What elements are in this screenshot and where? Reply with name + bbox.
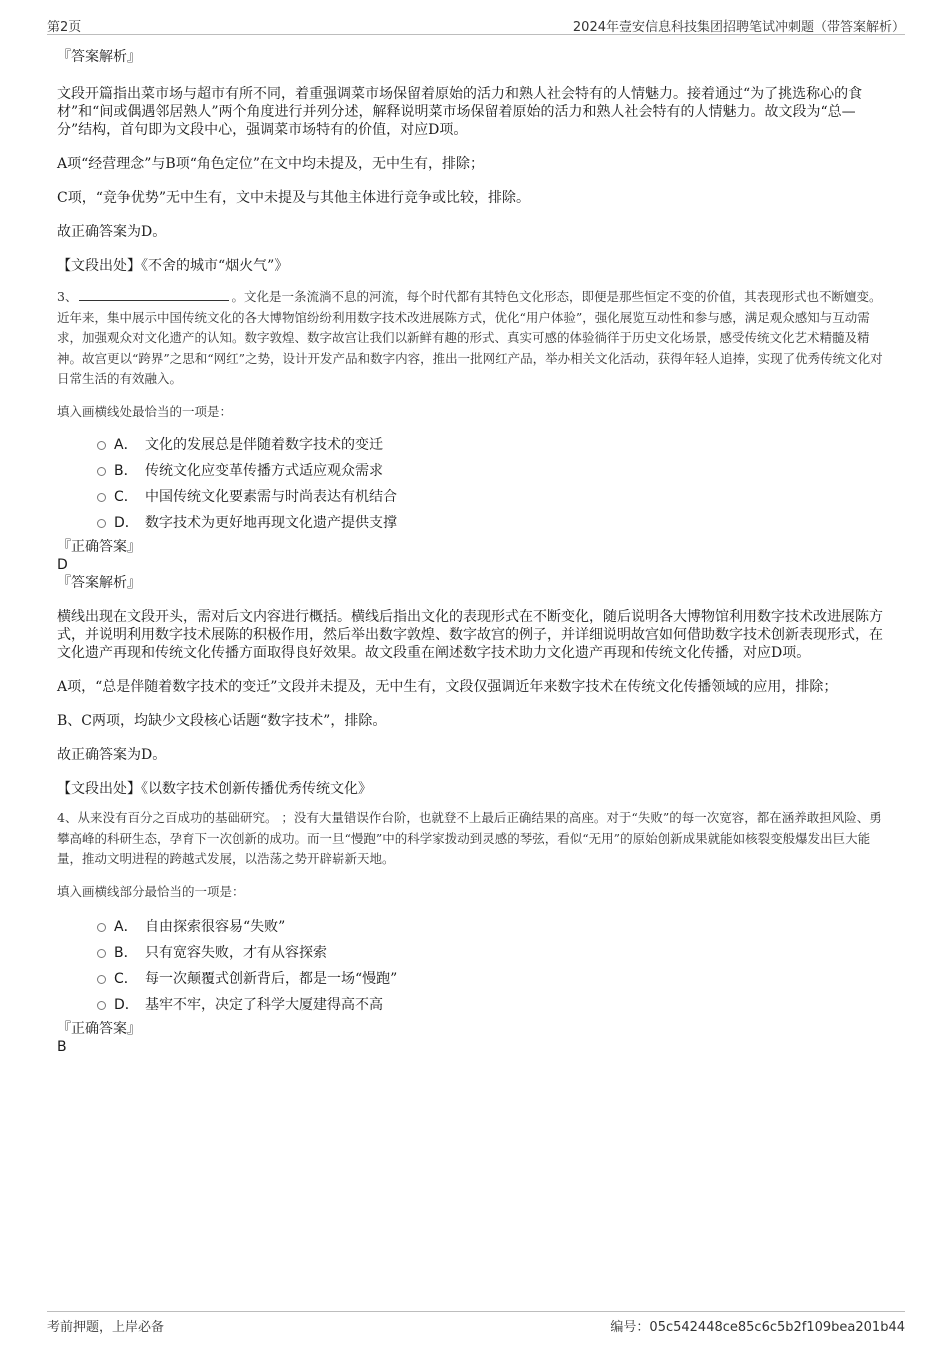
- analysis-paragraph: A项“经营理念”与B项“角色定位”在文中均未提及，无中生有，排除；: [57, 156, 485, 172]
- answer-analysis-label: 『答案解析』: [57, 49, 141, 65]
- option-c[interactable]: C． 每一次颠覆式创新背后，都是一场“慢跑”: [57, 966, 887, 992]
- correct-answer-label: 『正确答案』: [57, 1021, 141, 1037]
- option-d[interactable]: D． 基牢不牢，决定了科学大厦建得高不高: [57, 992, 887, 1018]
- footer-slogan: 考前押题，上岸必备: [47, 1320, 165, 1335]
- page-content: [57, 42, 887, 1056]
- correct-answer: B: [57, 1039, 67, 1055]
- question-number: 4、: [57, 810, 78, 825]
- question-3-options: [57, 432, 887, 536]
- answer-analysis-label: 『答案解析』: [57, 575, 141, 591]
- analysis-paragraph: C项，“竞争优势”无中生有，文中未提及与其他主体进行竞争或比较，排除。: [57, 190, 531, 206]
- source-citation: 【文段出处】《以数字技术创新传播优秀传统文化》: [57, 781, 372, 797]
- document-id: 编号：05c542448ce85c6c5b2f109bea201b44: [610, 1320, 905, 1335]
- option-a[interactable]: A． 文化的发展总是伴随着数字技术的变迁: [57, 432, 887, 458]
- analysis-paragraph: 文段开篇指出菜市场与超市有所不同，着重强调菜市场保留着原始的活力和熟人社会特有的人情魅力。接着通过“为了挑选称心的食材”和“间或偶遇邻居熟人”两个角度进行并列分述，解释说明菜市场保留着原始的活力和熟人社会特有的人情魅力。故文段为“总—分”结构，首句即为文段中心，强调菜市场特有的价值，对应D项。: [57, 86, 863, 138]
- radio-icon[interactable]: [97, 949, 106, 958]
- radio-icon[interactable]: [97, 1001, 106, 1010]
- option-a[interactable]: A． 自由探索很容易“失败”: [57, 914, 887, 940]
- question-prompt: 填入画横线部分最恰当的一项是：: [57, 883, 245, 899]
- radio-icon[interactable]: [97, 519, 106, 528]
- document-title: 2024年壹安信息科技集团招聘笔试冲刺题（带答案解析）: [572, 20, 905, 35]
- source-citation: 【文段出处】《不舍的城市“烟火气”》: [57, 258, 289, 274]
- analysis-paragraph: A项，“总是伴随着数字技术的变迁”文段并未提及，无中生有，文段仅强调近年来数字技术在传统文化传播领域的应用，排除；: [57, 679, 838, 695]
- page-footer: [47, 1311, 905, 1334]
- analysis-paragraph: 故正确答案为D。: [57, 224, 167, 240]
- page-number: 第2页: [47, 20, 82, 35]
- correct-answer: D: [57, 557, 68, 573]
- question-4-stem: [57, 808, 887, 870]
- radio-icon[interactable]: [97, 441, 106, 450]
- question-number: 3、: [57, 289, 78, 304]
- correct-answer-label: 『正确答案』: [57, 539, 141, 555]
- question-text: 。文化是一条流淌不息的河流，每个时代都有其特色文化形态，即便是那些恒定不变的价值，其表现形式也不断嬗变。近年来，集中展示中国传统文化的各大博物馆纷纷利用数字技术改进展陈方式，优化“用户体验”，强化展览互动性和参与感，满足观众感知与互动需求，加强观众对文化遗产的认知。数字敦煌、数字故宫让我们以新鲜有趣的形式、真实可感的体验徜徉于历史文化场景，感受传统文化艺术精髓及精神。故宫更以“跨界”之思和“网红”之势，设计开发产品和数字内容，推出一批网红产品，举办相关文化活动，获得年轻人追捧，实现了优秀传统文化对日常生活的有效融入。: [57, 289, 883, 386]
- question-3-stem: [57, 287, 887, 390]
- option-b[interactable]: B． 只有宽容失败，才有从容探索: [57, 940, 887, 966]
- option-b[interactable]: B． 传统文化应变革传播方式适应观众需求: [57, 458, 887, 484]
- radio-icon[interactable]: [97, 467, 106, 476]
- fill-blank-line: [79, 288, 229, 301]
- radio-icon[interactable]: [97, 975, 106, 984]
- question-prompt: 填入画横线处最恰当的一项是：: [57, 403, 233, 419]
- option-d[interactable]: D． 数字技术为更好地再现文化遗产提供支撑: [57, 510, 887, 536]
- page-header: [47, 14, 905, 35]
- radio-icon[interactable]: [97, 493, 106, 502]
- question-text: 从来没有百分之百成功的基础研究。 ；没有大量错误作台阶，也就登不上最后正确结果的高座。对于“失败”的每一次宽容，都在涵养敢担风险、勇攀高峰的科研生态，孕育下一次创新的成功。而一旦“慢跑”中的科学家拨动到灵感的琴弦，看似“无用”的原始创新成果就能如核裂变般爆发出巨大能量，推动文明进程的跨越式发展，以浩荡之势开辟崭新天地。: [57, 810, 882, 866]
- radio-icon[interactable]: [97, 923, 106, 932]
- analysis-paragraph: 故正确答案为D。: [57, 747, 167, 763]
- analysis-paragraph: B、C两项，均缺少文段核心话题“数字技术”，排除。: [57, 713, 387, 729]
- option-c[interactable]: C． 中国传统文化要素需与时尚表达有机结合: [57, 484, 887, 510]
- question-4-options: [57, 914, 887, 1018]
- analysis-paragraph: 横线出现在文段开头，需对后文内容进行概括。横线后指出文化的表现形式在不断变化，随后说明各大博物馆利用数字技术改进展陈方式，并说明利用数字技术展陈的积极作用，然后举出数字敦煌、数字故宫的例子，并详细说明故宫如何借助数字技术创新表现形式，在文化遗产再现和传统文化传播方面取得良好效果。故文段重在阐述数字技术助力文化遗产再现和传统文化传播，对应D项。: [57, 609, 883, 661]
